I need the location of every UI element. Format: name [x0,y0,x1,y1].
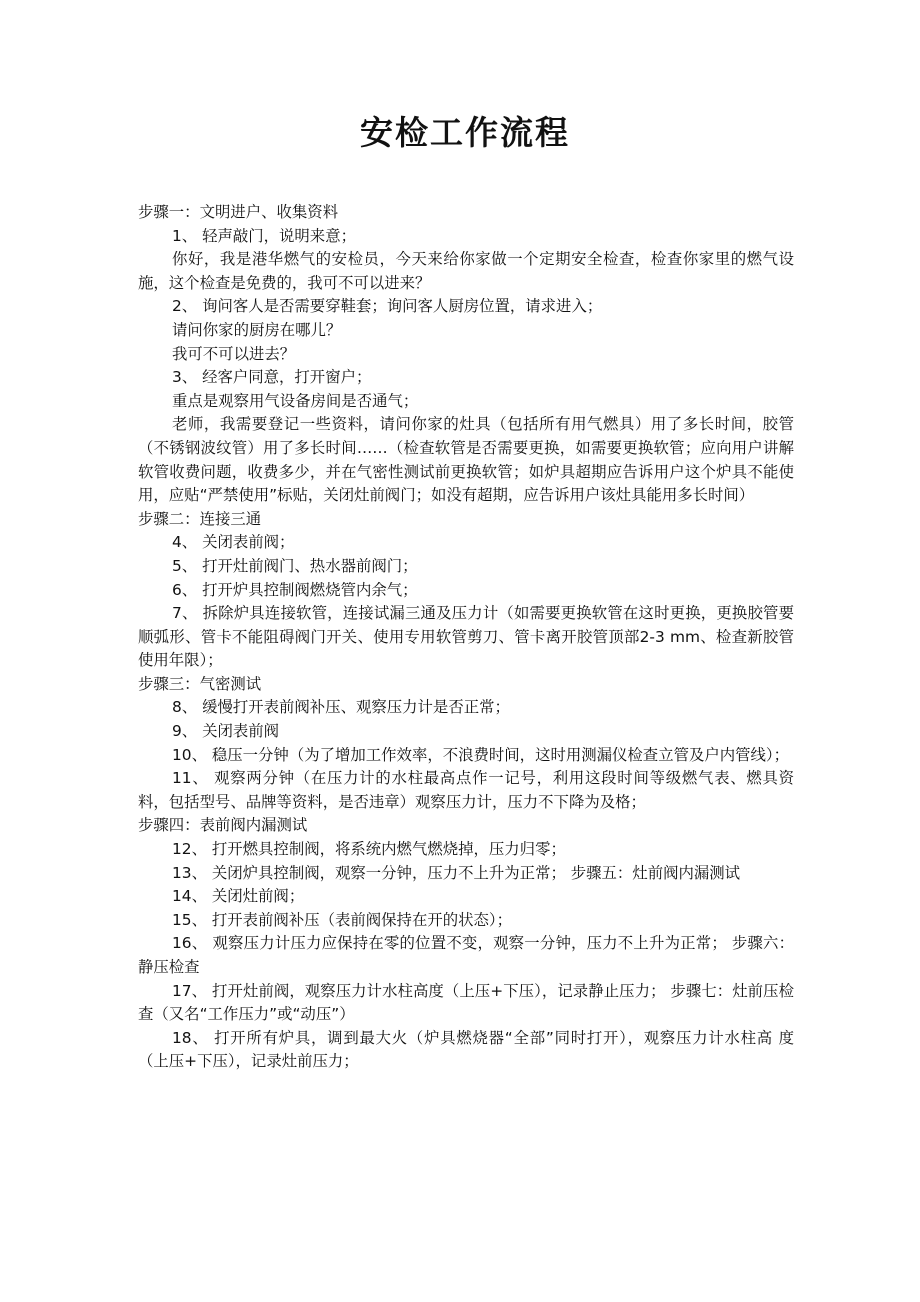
list-item: 8、 缓慢打开表前阀补压、观察压力计是否正常； [172,698,510,717]
step-heading: 步骤三：气密测试 [138,674,262,693]
step-heading: 步骤四：表前阀内漏测试 [138,816,308,835]
paragraph: 老师，我需要登记一些资料，请问你家的灶具（包括所有用气燃具）用了多长时间，胶管（不锈钢波纹管）用了多长时间……（检查软管是否需要更换，如需要更换软管；应向用户讲解软管收费问题，收费多少，并在气密性测试前更换软管；如炉具超期应告诉用户这个炉具不能使用，应贴“严禁使用”标贴，关闭灶前阀门；如没有超期，应告诉用户该灶具能用多长时间） [138,415,794,505]
paragraph: 你好，我是港华燃气的安检员，今天来给你家做一个定期安全检查，检查你家里的燃气设施，这个检查是免费的，我可不可以进来？ [138,250,794,292]
list-item: 10、 稳压一分钟（为了增加工作效率，不浪费时间，这时用测漏仪检查立管及户内管线）； [172,745,790,764]
list-item: 14、 关闭灶前阀； [172,887,305,906]
list-item: 7、 拆除炉具连接软管，连接试漏三通及压力计（如需要更换软管在这时更换，更换胶管要顺弧形、管卡不能阻碍阀门开关、使用专用软管剪刀、管卡离开胶管顶部2-3 mm、检查新胶管使用年限）； [138,604,794,670]
list-item: 13、 关闭炉具控制阀，观察一分钟，压力不上升为正常； 步骤五：灶前阀内漏测试 [172,863,741,882]
list-item: 11、 观察两分钟（在压力计的水柱最高点作一记号，利用这段时间等级燃气表、燃具资 料，包括型号、品牌等资料，是否违章）观察压力计，压力不下降为及格； [138,769,794,811]
list-item: 4、 关闭表前阀； [172,533,295,552]
list-item: 15、 打开表前阀补压（表前阀保持在开的状态）； [172,910,512,929]
paragraph: 我可不可以进去？ [172,344,296,363]
step-heading: 步骤一：文明进户、收集资料 [138,203,339,221]
list-item: 3、 经客户同意，打开窗户； [172,368,372,387]
step-heading: 步骤二：连接三通 [138,509,262,528]
list-item: 5、 打开灶前阀门、热水器前阀门； [172,556,418,575]
list-item: 6、 打开炉具控制阀燃烧管内余气； [172,580,418,599]
list-item: 9、 关闭表前阀 [172,722,280,741]
paragraph: 重点是观察用气设备房间是否通气； [172,391,419,410]
list-item: 17、 打开灶前阀，观察压力计水柱高度（上压+下压），记录静止压力； 步骤七：灶前压检查（又名“工作压力”或“动压”） [138,981,794,1024]
document-title: 安检工作流程 [360,113,570,152]
list-item: 2、 询问客人是否需要穿鞋套；询问客人厨房位置，请求进入； [172,297,603,316]
list-item: 12、 打开燃具控制阀，将系统内燃气燃烧掉，压力归零； [172,840,566,859]
paragraph: 请问你家的厨房在哪儿？ [172,320,342,339]
list-item: 1、 轻声敲门，说明来意； [172,226,356,245]
list-item: 16、 观察压力计压力应保持在零的位置不变，观察一分钟，压力不上升为正常； 步骤六：静压检查 [138,934,794,976]
document-body [138,201,794,1074]
list-item: 18、 打开所有炉具，调到最大火（炉具燃烧器“全部”同时打开），观察压力计水柱高 度（上压+下压），记录灶前压力； [138,1028,794,1071]
